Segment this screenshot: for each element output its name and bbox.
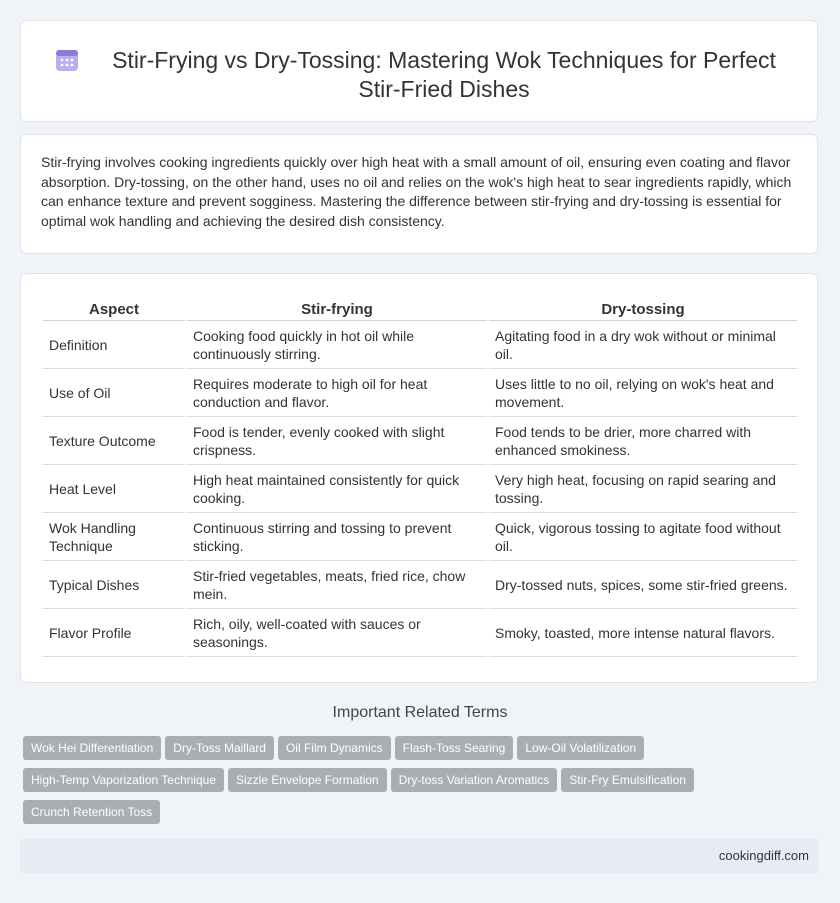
cell-stir-frying: Continuous stirring and tossing to prevent sticking. bbox=[187, 513, 487, 561]
intro-card bbox=[20, 134, 818, 254]
cell-aspect: Texture Outcome bbox=[43, 417, 185, 465]
cell-stir-frying: High heat maintained consistently for quick cooking. bbox=[187, 465, 487, 513]
page-title: Stir-Frying vs Dry-Tossing: Mastering Wok Techniques for Perfect Stir-Fried Dishes bbox=[112, 47, 776, 102]
related-term-tag[interactable]: Flash-Toss Searing bbox=[395, 736, 514, 760]
intro-paragraph: Stir-frying involves cooking ingredients quickly over high heat with a small amount of oil, ensuring even coating and flavor absorption. Dry-tossing, on the other hand, uses no oil and relies on the wok's high heat to sear ingredients rapidly, which can enhance texture and prevent sogginess. Mastering the difference between stir-frying and dry-tossing is essential for optimal wok handling and achieving the desired dish consistency. bbox=[41, 154, 792, 229]
cell-dry-tossing: Food tends to be drier, more charred with enhanced smokiness. bbox=[489, 417, 797, 465]
comparison-card bbox=[20, 273, 818, 683]
related-term-tag[interactable]: Oil Film Dynamics bbox=[278, 736, 391, 760]
cell-stir-frying: Rich, oily, well-coated with sauces or seasonings. bbox=[187, 609, 487, 657]
related-term-tag[interactable]: Dry-toss Variation Aromatics bbox=[391, 768, 558, 792]
cell-dry-tossing: Dry-tossed nuts, spices, some stir-fried greens. bbox=[489, 561, 797, 609]
related-terms-list bbox=[23, 736, 723, 832]
related-term-tag[interactable]: Crunch Retention Toss bbox=[23, 800, 160, 824]
title-card bbox=[20, 20, 818, 122]
cell-aspect: Flavor Profile bbox=[43, 609, 185, 657]
cell-stir-frying: Food is tender, evenly cooked with slight crispness. bbox=[187, 417, 487, 465]
comparison-table bbox=[41, 295, 799, 657]
cell-stir-frying: Stir-fried vegetables, meats, fried rice, chow mein. bbox=[187, 561, 487, 609]
footer bbox=[20, 839, 818, 873]
cell-stir-frying: Requires moderate to high oil for heat conduction and flavor. bbox=[187, 369, 487, 417]
footer-site-link[interactable]: cookingdiff.com bbox=[718, 848, 809, 863]
table-row bbox=[43, 321, 797, 369]
cell-aspect: Typical Dishes bbox=[43, 561, 185, 609]
cell-dry-tossing: Quick, vigorous tossing to agitate food without oil. bbox=[489, 513, 797, 561]
related-term-tag[interactable]: High-Temp Vaporization Technique bbox=[23, 768, 224, 792]
cell-stir-frying: Cooking food quickly in hot oil while continuously stirring. bbox=[187, 321, 487, 369]
table-row bbox=[43, 561, 797, 609]
related-terms-title: Important Related Terms bbox=[332, 704, 508, 721]
cell-aspect: Use of Oil bbox=[43, 369, 185, 417]
related-term-tag[interactable]: Wok Hei Differentiation bbox=[23, 736, 161, 760]
cell-aspect: Wok Handling Technique bbox=[43, 513, 185, 561]
cell-aspect: Heat Level bbox=[43, 465, 185, 513]
header-aspect: Aspect bbox=[43, 295, 185, 321]
cell-dry-tossing: Smoky, toasted, more intense natural flavors. bbox=[489, 609, 797, 657]
table-row bbox=[43, 609, 797, 657]
header-stir-frying: Stir-frying bbox=[187, 295, 487, 321]
table-row bbox=[43, 417, 797, 465]
table-row bbox=[43, 513, 797, 561]
related-term-tag[interactable]: Stir-Fry Emulsification bbox=[561, 768, 694, 792]
cell-dry-tossing: Agitating food in a dry wok without or minimal oil. bbox=[489, 321, 797, 369]
related-term-tag[interactable]: Low-Oil Volatilization bbox=[517, 736, 644, 760]
header-dry-tossing: Dry-tossing bbox=[489, 295, 797, 321]
cell-dry-tossing: Uses little to no oil, relying on wok's heat and movement. bbox=[489, 369, 797, 417]
cell-aspect: Definition bbox=[43, 321, 185, 369]
table-header-row bbox=[43, 295, 797, 321]
related-term-tag[interactable]: Sizzle Envelope Formation bbox=[228, 768, 387, 792]
related-term-tag[interactable]: Dry-Toss Maillard bbox=[165, 736, 274, 760]
table-row bbox=[43, 465, 797, 513]
cell-dry-tossing: Very high heat, focusing on rapid searing and tossing. bbox=[489, 465, 797, 513]
table-row bbox=[43, 369, 797, 417]
